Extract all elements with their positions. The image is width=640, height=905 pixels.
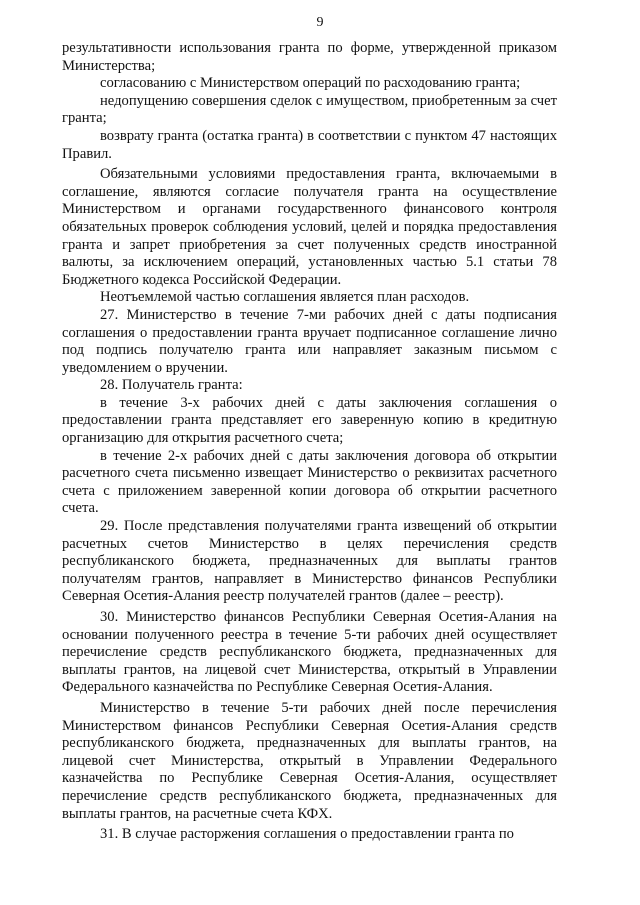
document-body xyxy=(62,40,557,844)
paragraph: в течение 2-х рабочих дней с даты заключения договора об открытии расчетного счета письменно извещает Министерство о реквизитах расчетного счета с приложением заверенной копии договора об открытии расчетного счета. xyxy=(62,447,557,517)
paragraph: Неотъемлемой частью соглашения является план расходов. xyxy=(100,289,470,306)
paragraph: Министерство в течение 5-ти рабочих дней после перечисления Министерством финансов Республики Северная Осетия-Алания средств республиканского бюджета, предназначенных для выплаты грантов, на лицевой счет Министерства, открытый в Управлении Федерального казначейства по Республике Северная Осетия-Алания, осуществляет перечисление средств республиканского бюджета, предназначенных для выплаты грантов, на расчетные счета КФХ. xyxy=(62,699,557,822)
paragraph: согласованию с Министерством операций по расходованию гранта; xyxy=(100,75,521,92)
paragraph: результативности использования гранта по форме, утвержденной приказом Министерства; xyxy=(62,40,557,74)
paragraph: Обязательными условиями предоставления гранта, включаемыми в соглашение, являются согласие получателя гранта на осуществление Министерством и органами государственного финансового контроля обязательных проверок соблюдения условий, целей и порядка предоставления гранта и запрет приобретения за счет полученных средств иностранной валюты, за исключением операций, установленных частью 5.1 статьи 78 Бюджетного кодекса Российской Федерации. xyxy=(62,166,557,288)
paragraph: 27. Министерство в течение 7-ми рабочих дней с даты подписания соглашения о предоставлении гранта вручает подписанное соглашение лично под подпись получателю гранта или направляет заказным письмом с уведомлением о вручении. xyxy=(62,306,557,376)
page-number: 9 xyxy=(316,15,324,30)
paragraph: возврату гранта (остатка гранта) в соответствии с пунктом 47 настоящих Правил. xyxy=(62,127,557,162)
paragraph: 29. После представления получателями гранта извещений об открытии расчетных счетов Министерство в целях перечисления средств республиканского бюджета, предназначенных для выплаты грантов получателям грантов, направляет в Министерство финансов Республики Северная Осетия-Алания реестр получателей грантов (далее – реестр). xyxy=(62,518,557,605)
paragraph: в течение 3-х рабочих дней с даты заключения соглашения о предоставлении гранта представляет его заверенную копию в кредитную организацию для открытия расчетного счета; xyxy=(62,394,557,447)
paragraph: 30. Министерство финансов Республики Северная Осетия-Алания на основании полученного реестра в течение 5-ти рабочих дней осуществляет перечисление средств республиканского бюджета, предназначенных для выплаты грантов, на лицевой счет Министерства, открытый в Управлении Федерального казначейства по Республике Северная Осетия-Алания. xyxy=(62,609,557,696)
paragraph: 28. Получатель гранта: xyxy=(100,377,243,394)
paragraph: 31. В случае расторжения соглашения о предоставлении гранта по xyxy=(100,826,514,843)
paragraph: недопущению совершения сделок с имуществом, приобретенным за счет гранта; xyxy=(62,92,557,127)
